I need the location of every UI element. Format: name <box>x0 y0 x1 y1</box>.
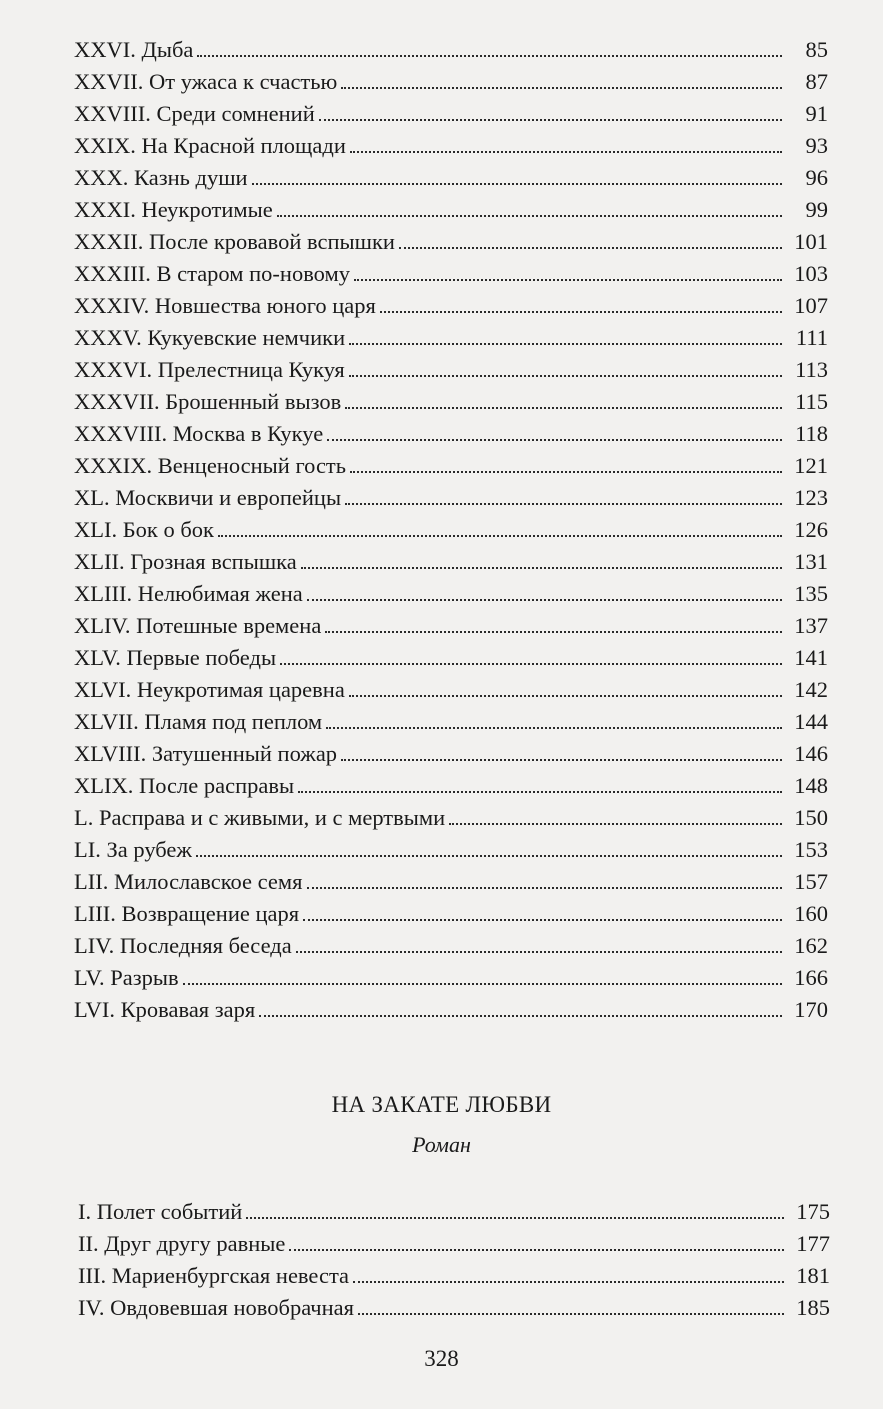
toc-entry-page: 157 <box>794 869 828 894</box>
toc-entry-title: XXXV. Кукуевские немчики <box>74 325 346 350</box>
toc-entry-page: 96 <box>805 165 828 190</box>
toc-entry-page: 153 <box>794 837 828 862</box>
toc-entry <box>78 1196 830 1228</box>
toc-entry-title: XLIX. После расправы <box>74 773 295 798</box>
toc-entry-page: 146 <box>794 741 828 766</box>
toc-entry-page: 162 <box>794 933 828 958</box>
toc-entry-page: 170 <box>794 997 828 1022</box>
toc-entry-title: XXIX. На Красной площади <box>74 133 346 158</box>
toc-entry-title: XXXII. После кровавой вспышки <box>74 229 395 254</box>
toc-entry-title: XLII. Грозная вспышка <box>74 549 297 574</box>
dot-leader <box>345 406 782 409</box>
toc-entry <box>74 866 828 898</box>
toc-entry <box>74 194 828 226</box>
toc-entry-title: XXXVIII. Москва в Кукуе <box>74 421 324 446</box>
dot-leader <box>307 598 782 601</box>
page-number: 328 <box>424 1346 459 1371</box>
toc-entry <box>74 738 828 770</box>
toc-entry <box>74 578 828 610</box>
dot-leader <box>289 1248 784 1251</box>
toc-entry-title: XLVIII. Затушенный пожар <box>74 741 338 766</box>
dot-leader <box>218 534 782 537</box>
toc-entry <box>74 514 828 546</box>
toc-entry-title: I. Полет событий <box>78 1199 243 1224</box>
toc-entry <box>74 386 828 418</box>
toc-entry-title: LV. Разрыв <box>74 965 179 990</box>
dot-leader <box>319 118 782 121</box>
toc-entry-title: L. Расправа и с живыми, и с мертвыми <box>74 805 446 830</box>
toc-entry <box>74 834 828 866</box>
toc-entry-page: 111 <box>795 325 828 350</box>
dot-leader <box>345 502 782 505</box>
dot-leader <box>296 950 782 953</box>
dot-leader <box>307 886 782 889</box>
toc-entry <box>74 450 828 482</box>
dot-leader <box>301 566 782 569</box>
toc-entry-page: 175 <box>796 1199 830 1224</box>
toc-entry-title: XXXI. Неукротимые <box>74 197 273 222</box>
toc-entry-title: II. Друг другу равные <box>78 1231 286 1256</box>
toc-entry <box>74 898 828 930</box>
toc-entry <box>74 162 828 194</box>
toc-entry-title: XXVII. От ужаса к счастью <box>74 69 338 94</box>
toc-entry <box>74 482 828 514</box>
dot-leader <box>298 790 782 793</box>
toc-entry-page: 148 <box>794 773 828 798</box>
toc-entry <box>74 802 828 834</box>
dot-leader <box>341 86 782 89</box>
toc-entry <box>78 1292 830 1324</box>
dot-leader <box>246 1216 784 1219</box>
toc-entry <box>74 962 828 994</box>
toc-entry-title: XXXVI. Прелестница Кукуя <box>74 357 345 382</box>
toc-entry-page: 160 <box>794 901 828 926</box>
toc-entry-page: 185 <box>796 1295 830 1320</box>
table-of-contents-part1 <box>74 34 828 1026</box>
dot-leader <box>353 1280 784 1283</box>
dot-leader <box>349 694 782 697</box>
toc-entry-title: LIII. Возвращение царя <box>74 901 300 926</box>
toc-entry <box>74 706 828 738</box>
dot-leader <box>380 310 782 313</box>
toc-entry-page: 91 <box>805 101 828 126</box>
dot-leader <box>354 278 782 281</box>
toc-entry-title: LIV. Последняя беседа <box>74 933 292 958</box>
toc-entry-page: 135 <box>794 581 828 606</box>
dot-leader <box>277 214 782 217</box>
toc-entry-title: XXXIV. Новшества юного царя <box>74 293 376 318</box>
toc-entry <box>74 258 828 290</box>
dot-leader <box>399 246 782 249</box>
section-subheading: Роман <box>412 1132 471 1157</box>
toc-entry <box>74 98 828 130</box>
dot-leader <box>197 54 782 57</box>
dot-leader <box>327 438 782 441</box>
toc-entry <box>74 226 828 258</box>
toc-entry-page: 166 <box>794 965 828 990</box>
toc-entry-title: XLI. Бок о бок <box>74 517 214 542</box>
toc-entry-page: 126 <box>794 517 828 542</box>
toc-entry-page: 93 <box>805 133 828 158</box>
toc-entry-title: XLIII. Нелюбимая жена <box>74 581 303 606</box>
toc-entry <box>74 34 828 66</box>
toc-entry-page: 121 <box>794 453 828 478</box>
toc-entry-title: LVI. Кровавая заря <box>74 997 256 1022</box>
toc-entry-page: 141 <box>794 645 828 670</box>
table-of-contents-part2 <box>78 1196 830 1324</box>
toc-entry-title: XLIV. Потешные времена <box>74 613 322 638</box>
section-heading: НА ЗАКАТЕ ЛЮБВИ <box>331 1092 552 1117</box>
dot-leader <box>280 662 782 665</box>
toc-entry-page: 107 <box>794 293 828 318</box>
dot-leader <box>252 182 782 185</box>
toc-entry <box>74 546 828 578</box>
toc-entry <box>74 66 828 98</box>
toc-entry-title: LI. За рубеж <box>74 837 192 862</box>
toc-entry-title: XXX. Казнь души <box>74 165 248 190</box>
toc-entry-title: XL. Москвичи и европейцы <box>74 485 342 510</box>
dot-leader <box>358 1312 784 1315</box>
dot-leader <box>350 470 782 473</box>
toc-entry <box>74 674 828 706</box>
toc-entry-page: 131 <box>794 549 828 574</box>
toc-entry-page: 144 <box>794 709 828 734</box>
toc-entry <box>74 418 828 450</box>
toc-entry <box>74 290 828 322</box>
dot-leader <box>349 374 782 377</box>
toc-entry-title: III. Мариенбургская невеста <box>78 1263 350 1288</box>
toc-entry <box>74 930 828 962</box>
toc-entry-title: XXVI. Дыба <box>74 37 194 62</box>
dot-leader <box>325 630 782 633</box>
dot-leader <box>303 918 782 921</box>
toc-entry <box>74 354 828 386</box>
toc-entry-page: 150 <box>794 805 828 830</box>
toc-entry <box>78 1228 830 1260</box>
toc-entry-page: 113 <box>795 357 828 382</box>
dot-leader <box>183 982 782 985</box>
toc-entry-title: IV. Овдовевшая новобрачная <box>78 1295 354 1320</box>
toc-entry-page: 101 <box>794 229 828 254</box>
toc-entry-page: 99 <box>805 197 828 222</box>
dot-leader <box>350 150 782 153</box>
dot-leader <box>341 758 782 761</box>
toc-entry <box>74 770 828 802</box>
toc-entry-title: LII. Милославское семя <box>74 869 303 894</box>
toc-entry-title: XXVIII. Среди сомнений <box>74 101 315 126</box>
toc-entry <box>74 130 828 162</box>
toc-entry-page: 177 <box>796 1231 830 1256</box>
toc-entry-title: XLV. Первые победы <box>74 645 277 670</box>
toc-entry-title: XXXVII. Брошенный вызов <box>74 389 342 414</box>
dot-leader <box>196 854 782 857</box>
toc-entry <box>74 322 828 354</box>
toc-entry-page: 123 <box>794 485 828 510</box>
toc-entry-title: XXXIII. В старом по-новому <box>74 261 350 286</box>
toc-entry <box>74 994 828 1026</box>
toc-entry <box>78 1260 830 1292</box>
dot-leader <box>326 726 782 729</box>
toc-entry-page: 85 <box>805 37 828 62</box>
toc-entry <box>74 610 828 642</box>
toc-entry-title: XLVI. Неукротимая царевна <box>74 677 345 702</box>
toc-entry-page: 142 <box>794 677 828 702</box>
dot-leader <box>349 342 782 345</box>
toc-entry-page: 87 <box>805 69 828 94</box>
toc-entry-page: 118 <box>795 421 828 446</box>
toc-entry <box>74 642 828 674</box>
toc-entry-page: 137 <box>794 613 828 638</box>
toc-entry-title: XLVII. Пламя под пеплом <box>74 709 323 734</box>
toc-entry-page: 115 <box>795 389 828 414</box>
toc-entry-page: 103 <box>794 261 828 286</box>
toc-entry-page: 181 <box>796 1263 830 1288</box>
dot-leader <box>449 822 782 825</box>
dot-leader <box>259 1014 782 1017</box>
toc-entry-title: XXXIX. Венценосный гость <box>74 453 347 478</box>
